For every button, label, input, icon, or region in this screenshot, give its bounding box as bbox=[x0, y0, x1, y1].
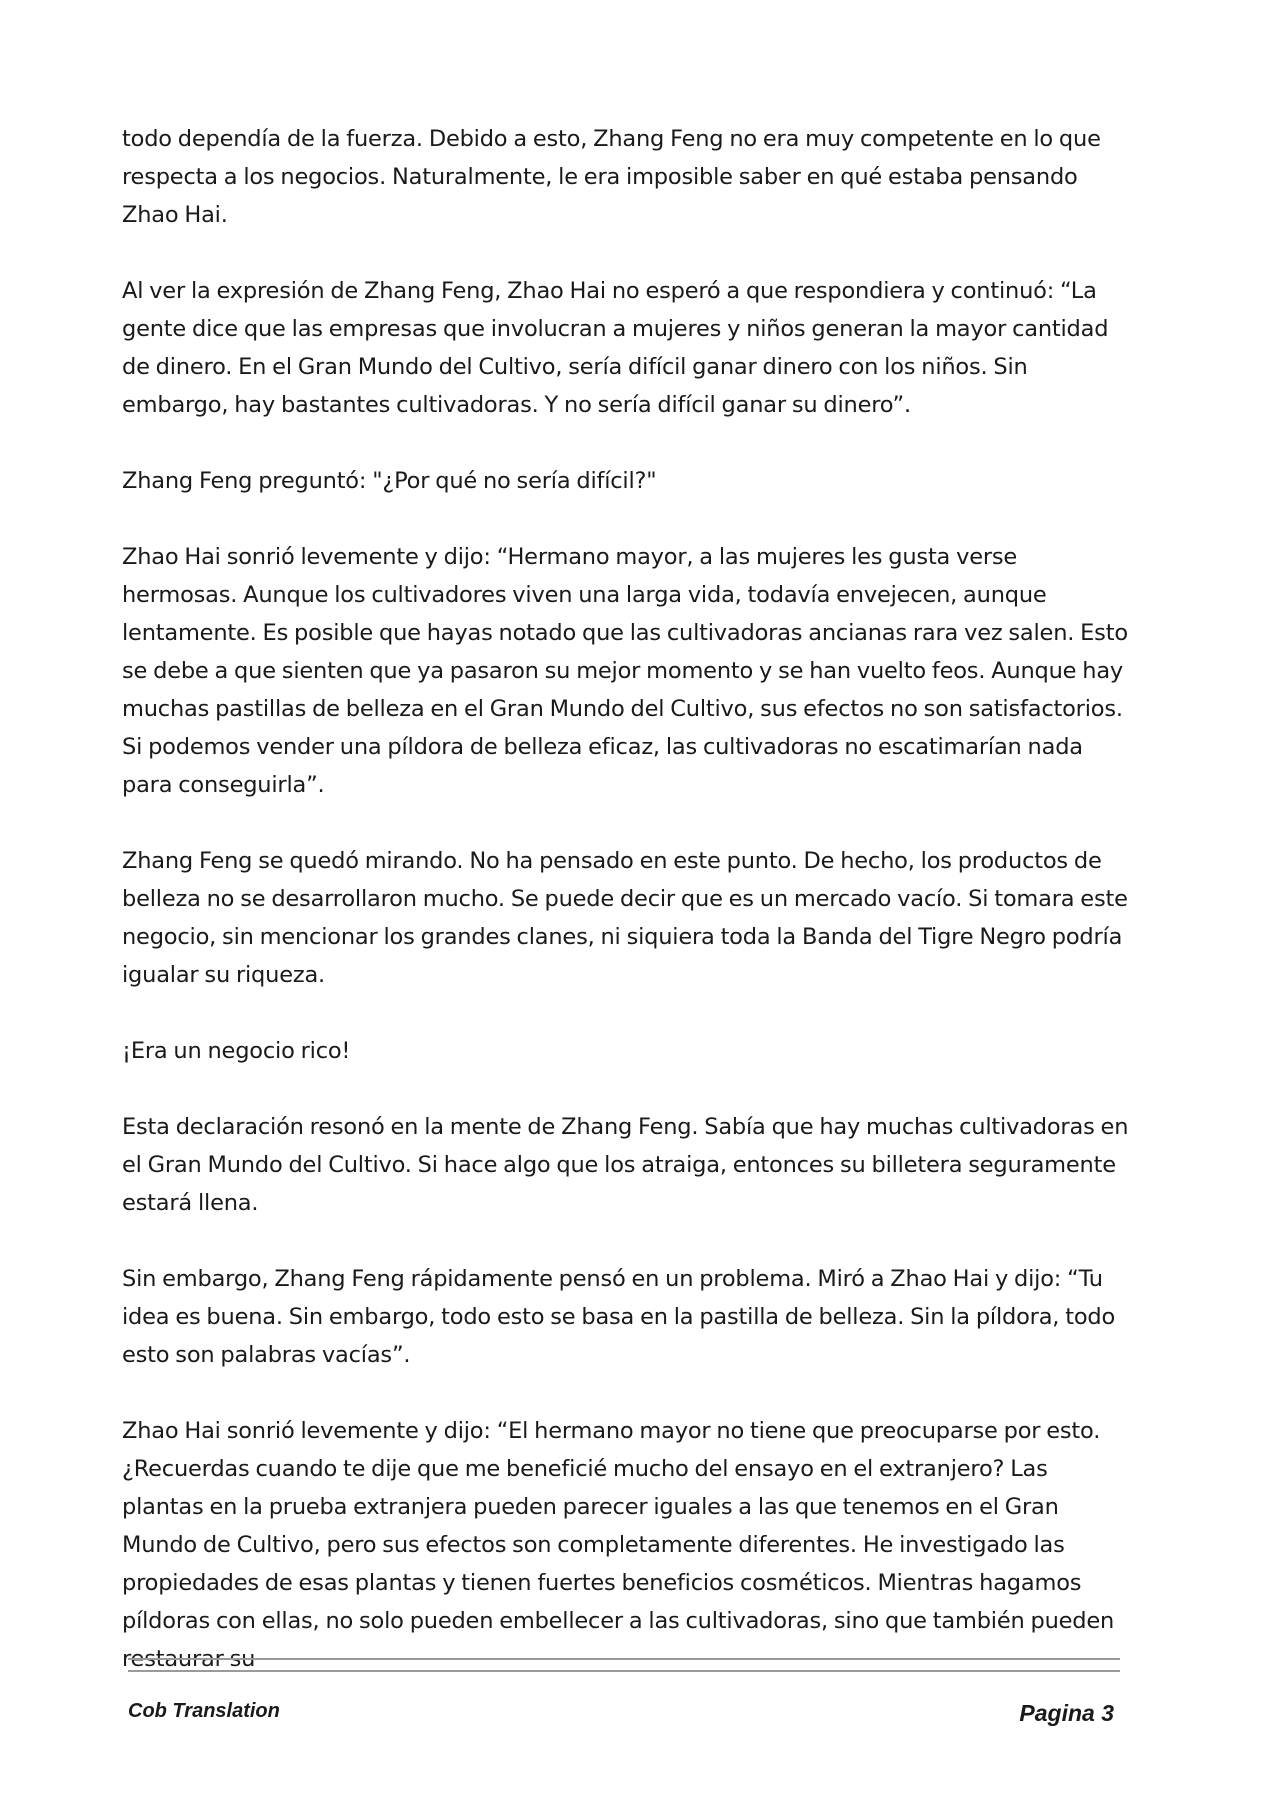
footer-page-number: Pagina 3 bbox=[1019, 1700, 1114, 1726]
footer-divider-top bbox=[128, 1658, 1120, 1660]
paragraph-7: Esta declaración resonó en la mente de Zhang Feng. Sabía que hay muchas cultivadoras en el Gran Mundo del Cultivo. Si hace algo que los atraiga, entonces su billetera seguramente estará llena. bbox=[122, 1114, 1129, 1216]
paragraph-9: Zhao Hai sonrió levemente y dijo: “El hermano mayor no tiene que preocuparse por esto. ¿Recuerdas cuando te dije que me beneficié mucho del ensayo en el extranjero? Las plantas en la prueba extranjera pueden parecer iguales a las que tenemos en el Gran Mundo de Cultivo, pero sus efectos son completamente diferentes. He investigado las propiedades de esas plantas y tienen fuertes beneficios cosméticos. Mientras hagamos píldoras con ellas, no solo pueden embellecer a las cultivadoras, sino que también pueden restaurar su bbox=[122, 1418, 1115, 1672]
paragraph-3: Zhang Feng preguntó: "¿Por qué no sería difícil?" bbox=[122, 468, 657, 494]
paragraph-8: Sin embargo, Zhang Feng rápidamente pensó en un problema. Miró a Zhao Hai y dijo: “Tu idea es buena. Sin embargo, todo esto se basa en la pastilla de belleza. Sin la píldora, todo esto son palabras vacías”. bbox=[122, 1266, 1116, 1368]
footer-translator-credit: Cob Translation bbox=[128, 1700, 280, 1722]
paragraph-6: ¡Era un negocio rico! bbox=[122, 1038, 351, 1064]
paragraph-4: Zhao Hai sonrió levemente y dijo: “Hermano mayor, a las mujeres les gusta verse hermosas. Aunque los cultivadores viven una larga vida, todavía envejecen, aunque lentamente. Es posible que hayas notado que las cultivadoras ancianas rara vez salen. Esto se debe a que sienten que ya pasaron su mejor momento y se han vuelto feos. Aunque hay muchas pastillas de belleza en el Gran Mundo del Cultivo, sus efectos no son satisfactorios. Si podemos vender una píldora de belleza eficaz, las cultivadoras no escatimarían nada para conseguirla”. bbox=[122, 544, 1128, 798]
page-body bbox=[122, 120, 1132, 1716]
paragraph-5: Zhang Feng se quedó mirando. No ha pensado en este punto. De hecho, los productos de belleza no se desarrollaron mucho. Se puede decir que es un mercado vacío. Si tomara este negocio, sin mencionar los grandes clanes, ni siquiera toda la Banda del Tigre Negro podría igualar su riqueza. bbox=[122, 848, 1128, 988]
paragraph-1: todo dependía de la fuerza. Debido a esto, Zhang Feng no era muy competente en lo que respecta a los negocios. Naturalmente, le era imposible saber en qué estaba pensando Zhao Hai. bbox=[122, 126, 1101, 228]
paragraph-2: Al ver la expresión de Zhang Feng, Zhao Hai no esperó a que respondiera y continuó: “La gente dice que las empresas que involucran a mujeres y niños generan la mayor cantidad de dinero. En el Gran Mundo del Cultivo, sería difícil ganar dinero con los niños. Sin embargo, hay bastantes cultivadoras. Y no sería difícil ganar su dinero”. bbox=[122, 278, 1109, 418]
footer-divider-bottom bbox=[128, 1670, 1120, 1672]
